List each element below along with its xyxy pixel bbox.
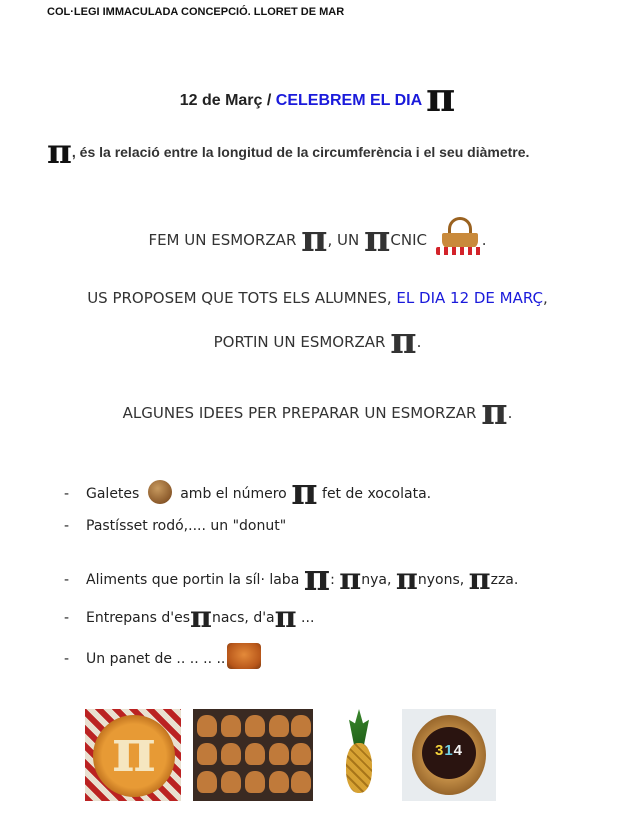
list-item	[64, 518, 286, 534]
proposal-line-1	[0, 289, 635, 307]
pi-symbol: π	[190, 600, 212, 635]
list-item	[64, 471, 432, 513]
idea-text: Un panet de .. .. .. ..	[86, 651, 226, 667]
idea-text: :	[330, 572, 340, 588]
pi-symbol: π	[395, 562, 418, 597]
idea-text: amb el número	[175, 486, 292, 502]
pi-symbol: π	[274, 600, 297, 635]
pi-symbol: π	[47, 132, 72, 172]
title-headline: CELEBREM EL DIA	[275, 92, 426, 109]
pi-cake-photo	[402, 709, 496, 801]
list-dash: -	[64, 518, 70, 534]
proposal-comma: ,	[543, 289, 548, 307]
list-dash: -	[64, 572, 70, 588]
pi-pie-photo	[85, 709, 181, 801]
proposal-text: US PROPOSEM QUE TOTS ELS ALUMNES,	[87, 289, 397, 307]
ideas-heading-text: ALGUNES IDEES PER PREPARAR UN ESMORZAR	[122, 404, 482, 422]
idea-text: Pastísset rodó,.... un "donut"	[86, 518, 287, 534]
picnic-line	[0, 215, 635, 260]
pi-symbol: π	[426, 74, 456, 121]
ideas-heading-period: .	[507, 404, 513, 422]
proposal-date: EL DIA 12 DE MARÇ	[396, 289, 544, 307]
cake-digit: 4	[453, 742, 464, 759]
school-header: COL·LEGI IMMACULADA CONCEPCIÓ. LLORET DE MAR	[47, 6, 345, 18]
idea-text: Galetes	[86, 486, 144, 502]
bread-roll-icon	[227, 643, 261, 669]
proposal-period: .	[416, 333, 422, 351]
picnic-text-2: , UN	[327, 231, 365, 249]
proposal-text-2: PORTIN UN ESMORZAR	[213, 333, 391, 351]
pi-definition	[47, 132, 530, 172]
picnic-text-3: CNIC	[390, 231, 432, 249]
pineapple-photo	[343, 709, 375, 801]
list-dash: -	[64, 651, 70, 667]
list-item	[64, 557, 519, 599]
pi-symbol: π	[390, 320, 417, 362]
definition-text: , és la relació entre la longitud de la circumferència i el seu diàmetre.	[71, 144, 530, 160]
cake-digit: 1	[444, 742, 454, 759]
pi-symbol: π	[339, 562, 362, 597]
pi-cookies-photo	[193, 709, 313, 801]
pi-symbol: π	[301, 218, 328, 260]
pi-symbol: π	[468, 562, 491, 597]
picnic-text-4: .	[481, 231, 487, 249]
picnic-text-1: FEM UN ESMORZAR	[148, 231, 302, 249]
idea-text: Aliments que portin la síl· laba	[86, 572, 304, 588]
list-item	[64, 643, 261, 669]
ideas-heading	[0, 391, 635, 433]
idea-text: fet de xocolata.	[317, 486, 432, 502]
list-dash: -	[64, 610, 70, 626]
page-title	[0, 74, 635, 121]
pi-symbol: π	[364, 218, 391, 260]
pi-symbol: π	[303, 557, 331, 599]
proposal-line-2	[0, 320, 635, 362]
picnic-basket-icon	[436, 215, 482, 255]
title-date: 12 de Març /	[179, 92, 276, 109]
idea-text: ...	[296, 610, 315, 626]
cake-digit: 3	[434, 742, 445, 759]
cookie-icon	[148, 480, 172, 504]
idea-text: nya,	[361, 572, 396, 588]
pi-symbol: π	[291, 471, 318, 513]
idea-text: nacs, d'a	[211, 610, 275, 626]
list-item	[64, 600, 315, 635]
list-dash: -	[64, 486, 70, 502]
idea-text: nyons,	[417, 572, 469, 588]
idea-text: Entrepans d'es	[86, 610, 190, 626]
idea-text: zza.	[490, 572, 519, 588]
pi-symbol: π	[112, 716, 156, 786]
pi-symbol: π	[481, 391, 508, 433]
